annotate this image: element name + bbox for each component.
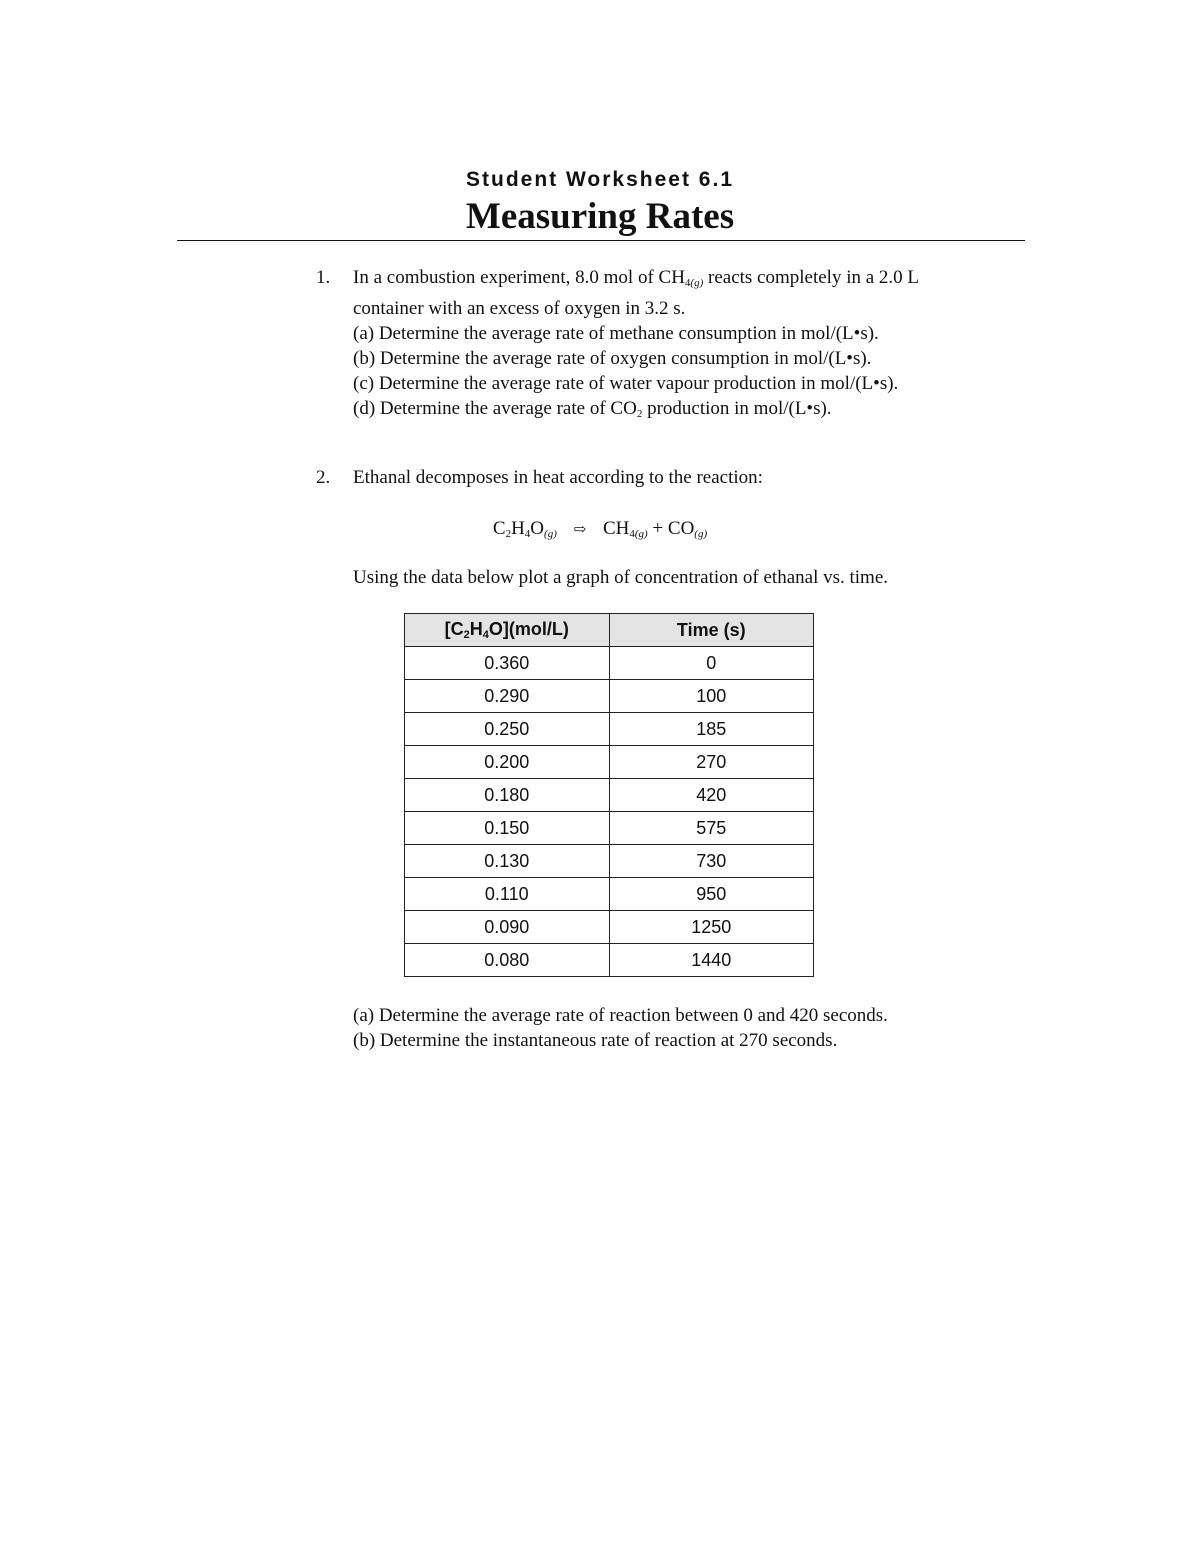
reaction-equation xyxy=(0,518,1200,540)
part-d-text: (d) Determine the average rate of CO xyxy=(353,398,637,419)
cell-concentration: 0.180 xyxy=(405,779,610,812)
subscript xyxy=(685,277,703,289)
cell-concentration: 0.080 xyxy=(405,944,610,977)
title-divider xyxy=(177,240,1025,241)
cell-concentration: 0.200 xyxy=(405,746,610,779)
data-table xyxy=(404,613,814,977)
state-label: (g) xyxy=(544,528,557,540)
table-row xyxy=(405,911,814,944)
table-header-row xyxy=(405,614,814,647)
cell-concentration: 0.150 xyxy=(405,812,610,845)
question-2-parts xyxy=(353,1003,888,1053)
question-text: reacts completely in a 2.0 L xyxy=(703,267,920,288)
reaction-arrow-icon: ⇨ xyxy=(573,522,587,538)
eq-token: C xyxy=(492,518,506,539)
cell-concentration: 0.130 xyxy=(405,845,610,878)
question-number: 2. xyxy=(316,467,331,488)
header-text: O](mol/L) xyxy=(488,619,569,639)
question-text: In a combustion experiment, 8.0 mol of CH xyxy=(353,267,685,288)
eq-token: + xyxy=(647,518,668,539)
column-header-time: Time (s) xyxy=(609,614,814,647)
part-b: (b) Determine the instantaneous rate of reaction at 270 seconds. xyxy=(353,1030,838,1051)
subscript xyxy=(544,528,557,540)
cell-time: 420 xyxy=(609,779,814,812)
part-c: (c) Determine the average rate of water vapour production in mol/(L•s). xyxy=(353,373,899,394)
table-row xyxy=(405,746,814,779)
part-a: (a) Determine the average rate of reaction between 0 and 420 seconds. xyxy=(353,1005,888,1026)
eq-token: CH xyxy=(602,518,630,539)
column-header-concentration xyxy=(405,614,610,647)
subscript xyxy=(694,528,707,540)
eq-token: O xyxy=(530,518,545,539)
cell-time: 185 xyxy=(609,713,814,746)
eq-token: CO xyxy=(667,518,695,539)
state-label: (g) xyxy=(694,528,708,540)
cell-concentration: 0.360 xyxy=(405,647,610,680)
table-row xyxy=(405,878,814,911)
cell-concentration: 0.250 xyxy=(405,713,610,746)
cell-time: 575 xyxy=(609,812,814,845)
cell-time: 1250 xyxy=(609,911,814,944)
cell-concentration: 0.290 xyxy=(405,680,610,713)
part-d-text: production in mol/(L•s). xyxy=(642,398,832,419)
subscript xyxy=(629,528,647,540)
subscript: 2 xyxy=(505,528,512,540)
cell-time: 0 xyxy=(609,647,814,680)
cell-time: 100 xyxy=(609,680,814,713)
part-d xyxy=(353,396,919,427)
cell-time: 730 xyxy=(609,845,814,878)
worksheet-label: Student Worksheet 6.1 xyxy=(466,168,734,191)
graph-prompt: Using the data below plot a graph of concentration of ethanal vs. time. xyxy=(353,567,889,588)
header-text: [C xyxy=(444,619,464,639)
subscript: 4 xyxy=(524,528,531,540)
question-line xyxy=(353,265,919,296)
cell-time: 270 xyxy=(609,746,814,779)
table-row xyxy=(405,647,814,680)
subscript-number: 4 xyxy=(684,277,691,289)
question-intro: Ethanal decomposes in heat according to the reaction: xyxy=(353,467,763,488)
part-b: (b) Determine the average rate of oxygen consumption in mol/(L•s). xyxy=(353,348,872,369)
subscript-number: 4 xyxy=(629,528,635,540)
table-row xyxy=(405,944,814,977)
part-a: (a) Determine the average rate of methane consumption in mol/(L•s). xyxy=(353,323,879,344)
cell-concentration: 0.110 xyxy=(405,878,610,911)
question-body xyxy=(353,265,919,427)
table-row xyxy=(405,845,814,878)
header-text: H xyxy=(469,619,483,639)
subscript: 2 xyxy=(636,408,643,420)
table-row xyxy=(405,812,814,845)
question-line: container with an excess of oxygen in 3.2 s. xyxy=(353,298,686,319)
cell-time: 950 xyxy=(609,878,814,911)
eq-token: H xyxy=(511,518,525,539)
state-label: (g) xyxy=(690,277,704,289)
question-number: 1. xyxy=(316,267,331,288)
table-row xyxy=(405,779,814,812)
subscript: 4 xyxy=(482,629,489,641)
cell-time: 1440 xyxy=(609,944,814,977)
cell-concentration: 0.090 xyxy=(405,911,610,944)
table-row xyxy=(405,713,814,746)
page-title: Measuring Rates xyxy=(465,196,735,237)
state-label: (g) xyxy=(634,528,648,540)
table-row xyxy=(405,680,814,713)
table-body xyxy=(405,647,814,977)
subscript: 2 xyxy=(463,629,470,641)
